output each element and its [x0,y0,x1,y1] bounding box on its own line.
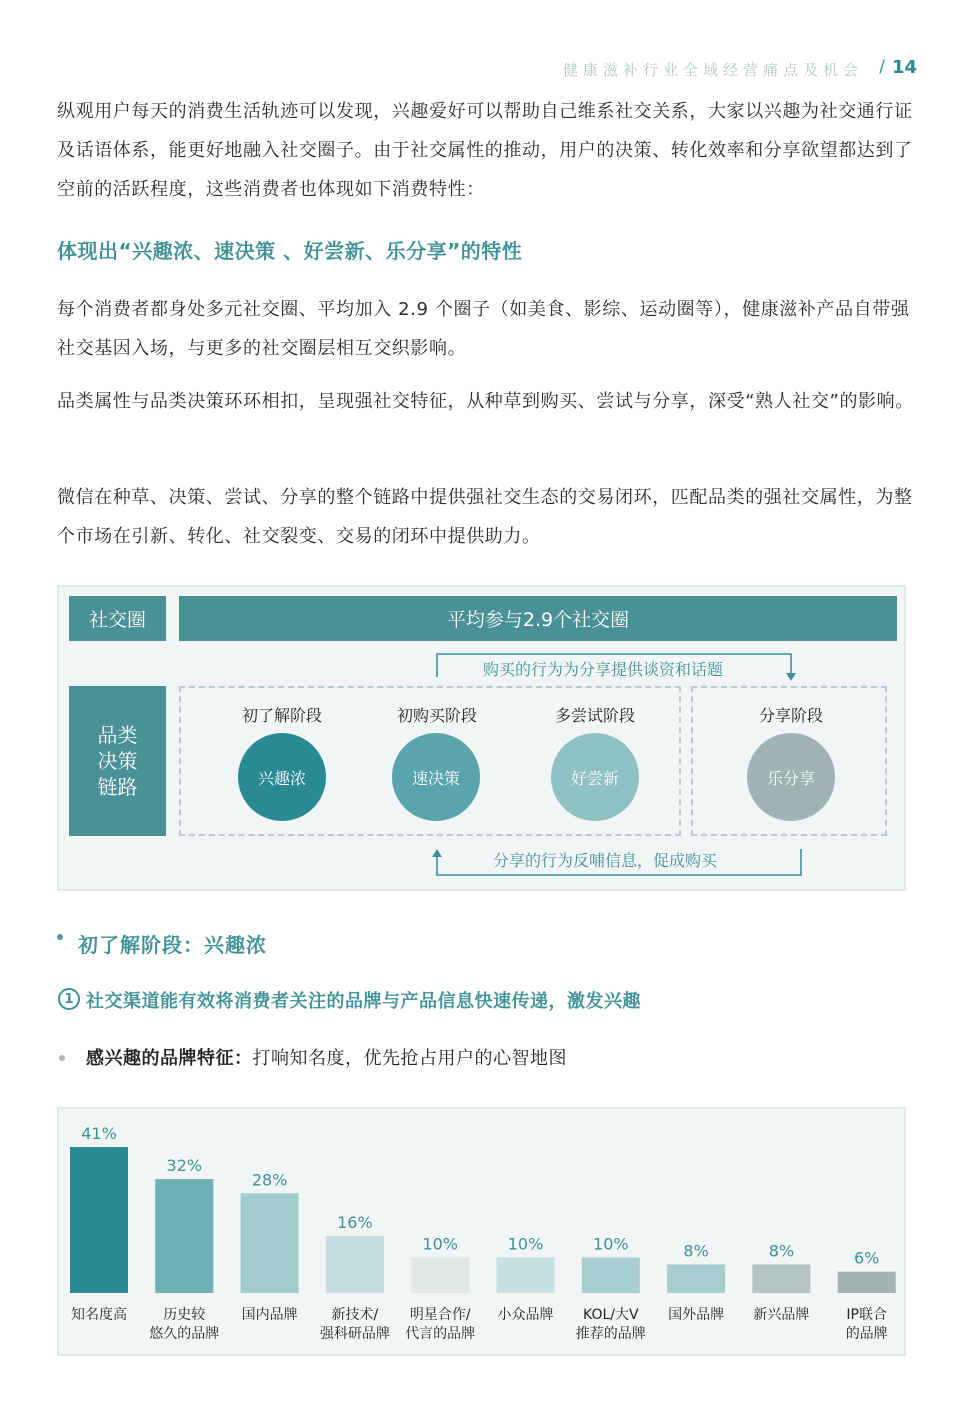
decision-chain-diagram [57,585,906,891]
bullet-text: 打响知名度，优先抢占用户的心智地图 [252,1048,567,1069]
bar-2 [241,1193,299,1293]
brand-feature-bullet [86,1044,567,1070]
bar-value-label-4: 10% [422,1234,458,1254]
category-label-4-1: 代言的品牌 [405,1326,476,1342]
stage-bullet-heading: 初了解阶段：兴趣浓 [78,933,267,957]
stage-circle-try-new: 好尝新 [551,733,639,821]
intro-paragraph: 纵观用户每天的消费生活轨迹可以发现，兴趣爱好可以帮助自己维系社交关系，大家以兴趣为社交通行证及话语体系，能更好地融入社交圈子。由于社交属性的推动，用户的决策、转化效率和分享欲望都达到了空前的活跃程度，这些消费者也体现如下消费特性： [57,101,913,200]
bullet-dot [57,934,63,940]
category-label-8-0: 新兴品牌 [753,1307,810,1323]
brand-interest-chart [57,1107,906,1356]
bottom-arrow-head [432,849,442,857]
bar-3 [326,1236,384,1293]
circled-number: 1 [58,988,80,1010]
category-label-6-0: KOL/大V [583,1307,639,1323]
bar-value-label-3: 16% [337,1213,373,1233]
stage-title-learn: 初了解阶段 [241,706,322,725]
stage-title-purchase: 初购买阶段 [396,706,477,725]
bar-value-label-8: 8% [768,1241,795,1261]
bar-value-label-2: 28% [251,1170,288,1190]
stage-circle-fast-decision: 速决策 [392,733,480,821]
category-label-9-1: 的品牌 [845,1326,888,1342]
bar-0 [70,1147,128,1293]
bar-value-label-5: 10% [507,1234,544,1254]
bottom-arrow-text: 分享的行为反哺信息，促成购买 [493,851,718,870]
category-label-7-0: 国外品牌 [668,1307,725,1323]
category-label-3-0: 新技术/ [331,1307,379,1323]
category-label-9-0: IP联合 [846,1307,887,1323]
running-header-title: 健康滋补行业全域经营痛点及机会 [562,61,863,79]
bar-value-label-0: 41% [81,1124,117,1143]
bar-value-label-9: 6% [854,1248,880,1268]
stage-title-try: 多尝试阶段 [554,706,635,725]
average-circles-bar: 平均参与2.9个社交圈 [179,596,897,641]
top-arrow-text: 购买的行为为分享提供谈资和话题 [483,660,724,679]
category-label-3-1: 强科研品牌 [319,1326,390,1342]
category-label-0-0: 知名度高 [71,1307,127,1323]
category-label-1-1: 悠久的品牌 [149,1326,220,1342]
social-circle-label: 社交圈 [69,596,166,641]
bar-7 [667,1265,725,1293]
bar-9 [838,1272,896,1293]
top-arrow-head [786,673,796,681]
bullet-label: 感兴趣的品牌特征： [86,1048,253,1069]
bar-value-label-7: 8% [683,1241,709,1261]
stage-title-share: 分享阶段 [758,706,823,725]
bar-4 [411,1257,469,1293]
bar-value-label-6: 10% [593,1234,629,1254]
category-label-5-0: 小众品牌 [497,1307,554,1323]
sub-heading: 社交渠道能有效将消费者关注的品牌与产品信息快速传递，激发兴趣 [86,991,641,1012]
paragraph-wechat: 微信在种草、决策、尝试、分享的整个链路中提供强社交生态的交易闭环，匹配品类的强社交属性，为整个市场在引新、转化、社交裂变、交易的闭环中提供助力。 [57,487,913,547]
category-label-6-1: 推荐的品牌 [575,1326,646,1342]
bar-6 [582,1257,640,1293]
category-label-4-0: 明星合作/ [409,1307,471,1323]
page-number: 14 [891,57,917,78]
bar-chart-svg [59,1109,908,1358]
paragraph-social-circles: 每个消费者都身处多元社交圈、平均加入 2.9 个圈子（如美食、影综、运动圈等），健康滋补产品自带强社交基因入场，与更多的社交圈层相互交织影响。 [57,299,910,359]
chain-label-text: 品类 决策 链路 [97,723,138,799]
bar-1 [155,1179,213,1293]
paragraph-category-decision: 品类属性与品类决策环环相扣，呈现强社交特征，从种草到购买、尝试与分享，深受“熟人社交”的影响。 [57,391,914,412]
header-slash: / [879,57,885,77]
section-heading: 体现出“兴趣浓、速决策 、好尝新、乐分享”的特性 [57,239,523,263]
stage-circle-share: 乐分享 [747,733,835,821]
category-label-2-0: 国内品牌 [241,1307,298,1323]
category-label-1-0: 历史较 [163,1307,206,1323]
bar-5 [497,1257,555,1293]
stage-circle-interest: 兴趣浓 [238,733,326,821]
bar-8 [752,1265,810,1293]
bar-value-label-1: 32% [166,1156,203,1176]
bullet-dot-grey [59,1055,65,1061]
